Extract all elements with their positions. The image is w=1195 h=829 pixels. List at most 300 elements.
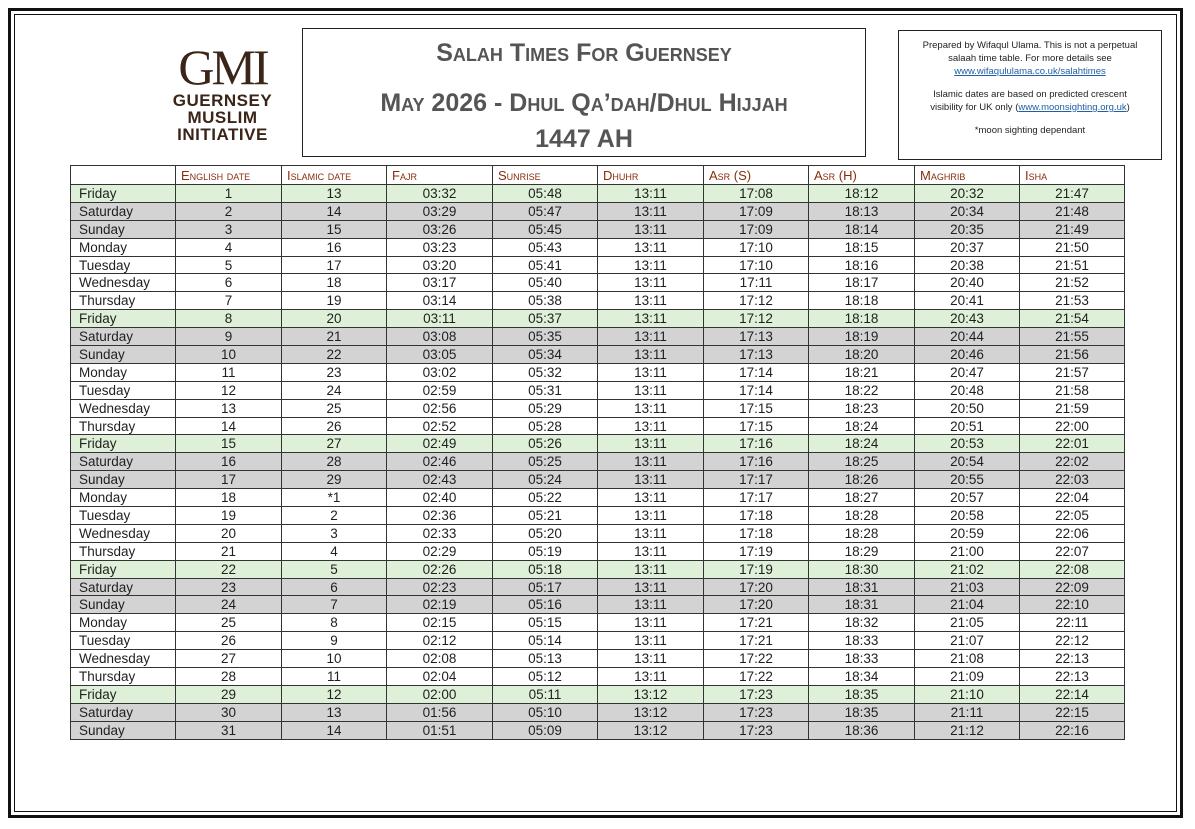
column-header-isha: Isha <box>1020 166 1125 185</box>
cell-asr-s: 17:09 <box>704 202 809 220</box>
cell-sunrise: 05:32 <box>493 363 598 381</box>
logo-line-1: GUERNSEY <box>172 91 273 110</box>
cell-dhuhr: 13:11 <box>598 524 704 542</box>
cell-islamic-date: 4 <box>282 542 387 560</box>
cell-isha: 22:07 <box>1020 542 1125 560</box>
cell-english-date: 10 <box>176 346 282 364</box>
table-row <box>71 578 1125 596</box>
cell-day: Saturday <box>71 703 176 721</box>
cell-sunrise: 05:48 <box>493 185 598 203</box>
cell-asr-h: 18:24 <box>809 417 915 435</box>
table-row <box>71 185 1125 203</box>
cell-isha: 22:13 <box>1020 650 1125 668</box>
cell-asr-s: 17:11 <box>704 274 809 292</box>
table-row <box>71 721 1125 739</box>
cell-english-date: 31 <box>176 721 282 739</box>
cell-dhuhr: 13:11 <box>598 453 704 471</box>
cell-isha: 21:52 <box>1020 274 1125 292</box>
cell-asr-h: 18:17 <box>809 274 915 292</box>
cell-dhuhr: 13:11 <box>598 542 704 560</box>
cell-islamic-date: 8 <box>282 614 387 632</box>
cell-islamic-date: 10 <box>282 650 387 668</box>
cell-asr-h: 18:28 <box>809 524 915 542</box>
cell-day: Monday <box>71 614 176 632</box>
cell-sunrise: 05:35 <box>493 328 598 346</box>
cell-isha: 22:04 <box>1020 489 1125 507</box>
cell-day: Wednesday <box>71 399 176 417</box>
cell-maghrib: 20:38 <box>915 256 1020 274</box>
cell-isha: 22:08 <box>1020 560 1125 578</box>
cell-isha: 21:56 <box>1020 346 1125 364</box>
cell-dhuhr: 13:11 <box>598 328 704 346</box>
logo-mark: GMI <box>178 39 267 95</box>
table-row <box>71 346 1125 364</box>
cell-dhuhr: 13:11 <box>598 292 704 310</box>
cell-fajr: 02:46 <box>387 453 493 471</box>
cell-english-date: 1 <box>176 185 282 203</box>
cell-fajr: 02:56 <box>387 399 493 417</box>
cell-fajr: 03:32 <box>387 185 493 203</box>
column-header-asr-h: Asr (H) <box>809 166 915 185</box>
cell-dhuhr: 13:11 <box>598 363 704 381</box>
cell-english-date: 3 <box>176 220 282 238</box>
cell-asr-h: 18:22 <box>809 381 915 399</box>
cell-day: Thursday <box>71 417 176 435</box>
cell-asr-h: 18:18 <box>809 310 915 328</box>
cell-english-date: 25 <box>176 614 282 632</box>
cell-sunrise: 05:31 <box>493 381 598 399</box>
cell-sunrise: 05:34 <box>493 346 598 364</box>
cell-islamic-date: 13 <box>282 703 387 721</box>
cell-asr-h: 18:25 <box>809 453 915 471</box>
cell-dhuhr: 13:11 <box>598 399 704 417</box>
cell-islamic-date: 16 <box>282 238 387 256</box>
cell-sunrise: 05:09 <box>493 721 598 739</box>
cell-maghrib: 20:34 <box>915 202 1020 220</box>
cell-maghrib: 20:54 <box>915 453 1020 471</box>
table-row <box>71 685 1125 703</box>
cell-english-date: 4 <box>176 238 282 256</box>
cell-fajr: 02:12 <box>387 632 493 650</box>
note-line-3: Islamic dates are based on predicted crescent <box>933 89 1127 100</box>
hijri-year: 1447 AH <box>535 125 633 153</box>
cell-isha: 21:55 <box>1020 328 1125 346</box>
column-header-dhuhr: Dhuhr <box>598 166 704 185</box>
cell-english-date: 29 <box>176 685 282 703</box>
cell-asr-s: 17:16 <box>704 435 809 453</box>
cell-day: Saturday <box>71 578 176 596</box>
cell-isha: 22:09 <box>1020 578 1125 596</box>
cell-isha: 22:14 <box>1020 685 1125 703</box>
cell-english-date: 8 <box>176 310 282 328</box>
column-header-fajr: Fajr <box>387 166 493 185</box>
cell-maghrib: 21:00 <box>915 542 1020 560</box>
cell-isha: 22:00 <box>1020 417 1125 435</box>
cell-isha: 22:13 <box>1020 668 1125 686</box>
cell-maghrib: 20:55 <box>915 471 1020 489</box>
table-row <box>71 668 1125 686</box>
cell-sunrise: 05:21 <box>493 507 598 525</box>
cell-english-date: 12 <box>176 381 282 399</box>
cell-english-date: 2 <box>176 202 282 220</box>
cell-asr-s: 17:16 <box>704 453 809 471</box>
cell-maghrib: 21:07 <box>915 632 1020 650</box>
cell-maghrib: 20:59 <box>915 524 1020 542</box>
cell-asr-s: 17:12 <box>704 310 809 328</box>
cell-islamic-date: 15 <box>282 220 387 238</box>
cell-asr-h: 18:33 <box>809 650 915 668</box>
cell-day: Friday <box>71 685 176 703</box>
cell-asr-s: 17:08 <box>704 185 809 203</box>
cell-asr-s: 17:20 <box>704 596 809 614</box>
cell-isha: 22:10 <box>1020 596 1125 614</box>
column-header-asr-s: Asr (S) <box>704 166 809 185</box>
table-row <box>71 381 1125 399</box>
cell-day: Wednesday <box>71 650 176 668</box>
cell-day: Friday <box>71 435 176 453</box>
cell-sunrise: 05:26 <box>493 435 598 453</box>
cell-dhuhr: 13:11 <box>598 668 704 686</box>
cell-asr-s: 17:23 <box>704 685 809 703</box>
cell-fajr: 02:23 <box>387 578 493 596</box>
cell-english-date: 13 <box>176 399 282 417</box>
cell-islamic-date: 27 <box>282 435 387 453</box>
cell-day: Monday <box>71 363 176 381</box>
cell-fajr: 02:52 <box>387 417 493 435</box>
cell-english-date: 27 <box>176 650 282 668</box>
cell-day: Saturday <box>71 328 176 346</box>
cell-fajr: 03:23 <box>387 238 493 256</box>
cell-maghrib: 20:35 <box>915 220 1020 238</box>
cell-fajr: 02:59 <box>387 381 493 399</box>
cell-sunrise: 05:12 <box>493 668 598 686</box>
cell-asr-h: 18:35 <box>809 703 915 721</box>
table-row <box>71 292 1125 310</box>
table-row <box>71 471 1125 489</box>
cell-english-date: 23 <box>176 578 282 596</box>
table-row <box>71 542 1125 560</box>
cell-asr-s: 17:23 <box>704 721 809 739</box>
cell-sunrise: 05:13 <box>493 650 598 668</box>
cell-english-date: 16 <box>176 453 282 471</box>
column-header-islamic-date: Islamic date <box>282 166 387 185</box>
cell-maghrib: 21:04 <box>915 596 1020 614</box>
cell-fajr: 02:19 <box>387 596 493 614</box>
cell-fajr: 02:29 <box>387 542 493 560</box>
cell-maghrib: 20:58 <box>915 507 1020 525</box>
column-header-blank <box>71 166 176 185</box>
cell-day: Thursday <box>71 668 176 686</box>
table-row <box>71 310 1125 328</box>
cell-english-date: 20 <box>176 524 282 542</box>
cell-islamic-date: 21 <box>282 328 387 346</box>
cell-english-date: 26 <box>176 632 282 650</box>
cell-asr-h: 18:28 <box>809 507 915 525</box>
cell-islamic-date: 14 <box>282 202 387 220</box>
cell-islamic-date: 9 <box>282 632 387 650</box>
cell-fajr: 03:11 <box>387 310 493 328</box>
cell-asr-h: 18:24 <box>809 435 915 453</box>
cell-asr-s: 17:23 <box>704 703 809 721</box>
table-row <box>71 650 1125 668</box>
cell-english-date: 22 <box>176 560 282 578</box>
cell-dhuhr: 13:11 <box>598 220 704 238</box>
table-row <box>71 453 1125 471</box>
cell-fajr: 03:26 <box>387 220 493 238</box>
note-line-2: salaah time table. For more details see <box>948 53 1112 64</box>
cell-dhuhr: 13:11 <box>598 578 704 596</box>
moonsighting-link[interactable]: www.moonsighting.org.uk <box>1018 102 1127 113</box>
cell-english-date: 15 <box>176 435 282 453</box>
cell-sunrise: 05:45 <box>493 220 598 238</box>
cell-asr-s: 17:09 <box>704 220 809 238</box>
cell-english-date: 19 <box>176 507 282 525</box>
cell-dhuhr: 13:11 <box>598 310 704 328</box>
cell-sunrise: 05:17 <box>493 578 598 596</box>
cell-sunrise: 05:16 <box>493 596 598 614</box>
cell-isha: 22:11 <box>1020 614 1125 632</box>
table-row <box>71 202 1125 220</box>
cell-maghrib: 20:41 <box>915 292 1020 310</box>
cell-fajr: 02:49 <box>387 435 493 453</box>
cell-asr-h: 18:31 <box>809 578 915 596</box>
cell-asr-s: 17:21 <box>704 614 809 632</box>
cell-sunrise: 05:18 <box>493 560 598 578</box>
cell-day: Sunday <box>71 346 176 364</box>
cell-day: Thursday <box>71 292 176 310</box>
cell-day: Friday <box>71 560 176 578</box>
cell-dhuhr: 13:11 <box>598 185 704 203</box>
cell-islamic-date: 11 <box>282 668 387 686</box>
cell-maghrib: 21:12 <box>915 721 1020 739</box>
cell-isha: 21:59 <box>1020 399 1125 417</box>
cell-fajr: 03:29 <box>387 202 493 220</box>
cell-asr-s: 17:10 <box>704 238 809 256</box>
cell-day: Sunday <box>71 596 176 614</box>
cell-asr-h: 18:16 <box>809 256 915 274</box>
cell-isha: 22:15 <box>1020 703 1125 721</box>
cell-isha: 22:06 <box>1020 524 1125 542</box>
cell-sunrise: 05:28 <box>493 417 598 435</box>
cell-day: Tuesday <box>71 632 176 650</box>
cell-english-date: 11 <box>176 363 282 381</box>
table-row <box>71 220 1125 238</box>
cell-maghrib: 20:46 <box>915 346 1020 364</box>
cell-maghrib: 21:03 <box>915 578 1020 596</box>
salahtimes-link[interactable]: www.wifaqululama.co.uk/salahtimes <box>954 66 1106 77</box>
cell-fajr: 02:04 <box>387 668 493 686</box>
cell-maghrib: 20:32 <box>915 185 1020 203</box>
cell-sunrise: 05:24 <box>493 471 598 489</box>
cell-dhuhr: 13:11 <box>598 614 704 632</box>
cell-fajr: 03:14 <box>387 292 493 310</box>
cell-sunrise: 05:37 <box>493 310 598 328</box>
cell-english-date: 17 <box>176 471 282 489</box>
cell-islamic-date: 13 <box>282 185 387 203</box>
cell-asr-s: 17:14 <box>704 363 809 381</box>
cell-isha: 22:16 <box>1020 721 1125 739</box>
cell-fajr: 02:15 <box>387 614 493 632</box>
cell-asr-s: 17:19 <box>704 560 809 578</box>
table-row <box>71 560 1125 578</box>
cell-maghrib: 21:09 <box>915 668 1020 686</box>
cell-day: Sunday <box>71 721 176 739</box>
cell-islamic-date: 5 <box>282 560 387 578</box>
cell-asr-h: 18:36 <box>809 721 915 739</box>
table-row <box>71 399 1125 417</box>
note-line-1: Prepared by Wifaqul Ulama. This is not a perpetual <box>922 40 1138 51</box>
cell-asr-s: 17:17 <box>704 489 809 507</box>
cell-day: Wednesday <box>71 274 176 292</box>
cell-dhuhr: 13:11 <box>598 435 704 453</box>
cell-dhuhr: 13:11 <box>598 381 704 399</box>
cell-fajr: 03:20 <box>387 256 493 274</box>
cell-fajr: 02:43 <box>387 471 493 489</box>
cell-islamic-date: 12 <box>282 685 387 703</box>
cell-isha: 21:53 <box>1020 292 1125 310</box>
cell-fajr: 02:26 <box>387 560 493 578</box>
cell-day: Sunday <box>71 471 176 489</box>
cell-asr-h: 18:27 <box>809 489 915 507</box>
cell-day: Wednesday <box>71 524 176 542</box>
salah-timetable <box>70 165 1125 740</box>
cell-dhuhr: 13:11 <box>598 256 704 274</box>
cell-asr-h: 18:15 <box>809 238 915 256</box>
cell-fajr: 03:08 <box>387 328 493 346</box>
table-row <box>71 363 1125 381</box>
cell-asr-s: 17:18 <box>704 507 809 525</box>
cell-dhuhr: 13:11 <box>598 274 704 292</box>
table-row <box>71 614 1125 632</box>
cell-maghrib: 20:37 <box>915 238 1020 256</box>
cell-islamic-date: 26 <box>282 417 387 435</box>
cell-islamic-date: *1 <box>282 489 387 507</box>
cell-islamic-date: 7 <box>282 596 387 614</box>
cell-sunrise: 05:22 <box>493 489 598 507</box>
cell-day: Tuesday <box>71 507 176 525</box>
cell-dhuhr: 13:12 <box>598 703 704 721</box>
cell-maghrib: 20:51 <box>915 417 1020 435</box>
cell-maghrib: 20:40 <box>915 274 1020 292</box>
cell-asr-s: 17:10 <box>704 256 809 274</box>
table-row <box>71 489 1125 507</box>
notes-box <box>898 30 1162 160</box>
cell-islamic-date: 28 <box>282 453 387 471</box>
cell-day: Saturday <box>71 202 176 220</box>
table-row <box>71 524 1125 542</box>
cell-asr-h: 18:29 <box>809 542 915 560</box>
cell-fajr: 02:40 <box>387 489 493 507</box>
cell-fajr: 03:05 <box>387 346 493 364</box>
cell-islamic-date: 22 <box>282 346 387 364</box>
cell-day: Sunday <box>71 220 176 238</box>
cell-asr-s: 17:13 <box>704 346 809 364</box>
cell-day: Thursday <box>71 542 176 560</box>
cell-fajr: 02:00 <box>387 685 493 703</box>
cell-sunrise: 05:40 <box>493 274 598 292</box>
cell-asr-s: 17:20 <box>704 578 809 596</box>
cell-asr-s: 17:13 <box>704 328 809 346</box>
cell-asr-h: 18:30 <box>809 560 915 578</box>
cell-dhuhr: 13:11 <box>598 238 704 256</box>
table-row <box>71 256 1125 274</box>
title-box <box>302 28 866 157</box>
cell-day: Monday <box>71 238 176 256</box>
cell-maghrib: 20:47 <box>915 363 1020 381</box>
cell-sunrise: 05:14 <box>493 632 598 650</box>
cell-sunrise: 05:10 <box>493 703 598 721</box>
table-row <box>71 435 1125 453</box>
cell-islamic-date: 25 <box>282 399 387 417</box>
table-header-row <box>71 166 1125 185</box>
cell-english-date: 24 <box>176 596 282 614</box>
cell-dhuhr: 13:12 <box>598 721 704 739</box>
cell-maghrib: 20:53 <box>915 435 1020 453</box>
logo-line-3: INITIATIVE <box>177 125 268 144</box>
cell-isha: 21:49 <box>1020 220 1125 238</box>
cell-islamic-date: 14 <box>282 721 387 739</box>
cell-sunrise: 05:15 <box>493 614 598 632</box>
note-line-5: *moon sighting dependant <box>974 125 1086 136</box>
cell-dhuhr: 13:12 <box>598 685 704 703</box>
cell-sunrise: 05:29 <box>493 399 598 417</box>
table-row <box>71 417 1125 435</box>
cell-isha: 21:50 <box>1020 238 1125 256</box>
cell-isha: 21:58 <box>1020 381 1125 399</box>
cell-english-date: 7 <box>176 292 282 310</box>
cell-fajr: 01:56 <box>387 703 493 721</box>
cell-asr-h: 18:20 <box>809 346 915 364</box>
cell-maghrib: 20:50 <box>915 399 1020 417</box>
cell-isha: 21:51 <box>1020 256 1125 274</box>
cell-english-date: 6 <box>176 274 282 292</box>
table-row <box>71 274 1125 292</box>
cell-asr-h: 18:23 <box>809 399 915 417</box>
cell-english-date: 28 <box>176 668 282 686</box>
cell-sunrise: 05:20 <box>493 524 598 542</box>
column-header-maghrib: Maghrib <box>915 166 1020 185</box>
column-header-english-date: English date <box>176 166 282 185</box>
cell-sunrise: 05:25 <box>493 453 598 471</box>
cell-isha: 21:47 <box>1020 185 1125 203</box>
cell-english-date: 21 <box>176 542 282 560</box>
page-title: Salah Times For Guernsey <box>436 39 732 67</box>
gmi-logo <box>160 39 285 144</box>
cell-sunrise: 05:47 <box>493 202 598 220</box>
cell-sunrise: 05:19 <box>493 542 598 560</box>
cell-dhuhr: 13:11 <box>598 471 704 489</box>
cell-isha: 22:02 <box>1020 453 1125 471</box>
table-row <box>71 596 1125 614</box>
cell-dhuhr: 13:11 <box>598 417 704 435</box>
cell-asr-s: 17:21 <box>704 632 809 650</box>
cell-day: Monday <box>71 489 176 507</box>
cell-day: Saturday <box>71 453 176 471</box>
cell-isha: 21:48 <box>1020 202 1125 220</box>
table-row <box>71 238 1125 256</box>
cell-dhuhr: 13:11 <box>598 489 704 507</box>
cell-asr-s: 17:19 <box>704 542 809 560</box>
cell-maghrib: 21:11 <box>915 703 1020 721</box>
cell-isha: 22:12 <box>1020 632 1125 650</box>
cell-islamic-date: 3 <box>282 524 387 542</box>
cell-day: Friday <box>71 310 176 328</box>
cell-asr-h: 18:14 <box>809 220 915 238</box>
cell-asr-s: 17:17 <box>704 471 809 489</box>
cell-english-date: 5 <box>176 256 282 274</box>
cell-fajr: 03:17 <box>387 274 493 292</box>
cell-dhuhr: 13:11 <box>598 346 704 364</box>
